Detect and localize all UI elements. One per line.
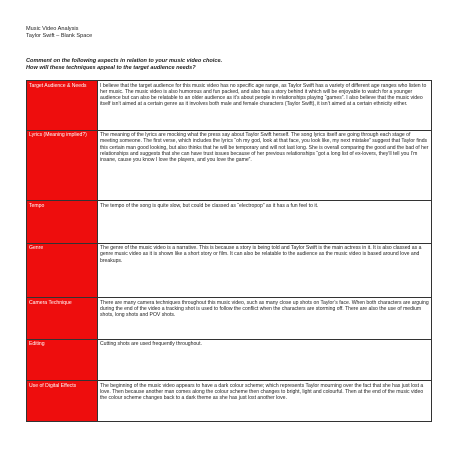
table-row	[27, 339, 432, 381]
row-label-lyrics: Lyrics (Meaning implied?)	[27, 130, 98, 201]
row-text-genre: The genre of the music video is a narrative. This is because a story is being told and Taylor Swift is the main actress in it. It is also classed as a genre music video as it is shown like a short story or film. It can also be relatable to the audience as the music video is based around love and breakups.	[98, 243, 432, 298]
row-text-lyrics: The meaning of the lyrics are mocking what the press say about Taylor Swift herself. The song lyrics itself are going through each stage of meeting someone. The first verse, which includes the lyrics “oh my god, look at that face, you look like, my next mistake” suggest that Taylor finds this certain man good looking, but also thinks that he will be temporary and will not last long. She is overall comparing the good and the bad of her relationships and suggests that she can have trust issues because of her previous relationships “got a long list of ex-lovers, they’ll tell you I’m insane, cause you know I love the players, and you love the game”.	[98, 130, 432, 201]
analysis-table	[26, 80, 432, 422]
row-label-digital-effects: Use of Digital Effects	[27, 381, 98, 422]
table-row	[27, 130, 432, 201]
row-text-tempo: The tempo of the song is quite slow, but could be classed as “electropop” as it has a fun feel to it.	[98, 201, 432, 244]
table-row	[27, 81, 432, 131]
instruction-line-2: How will these techniques appeal to the target audience needs?	[26, 65, 196, 72]
document-subtitle: Taylor Swift – Blank Space	[26, 33, 93, 40]
table-row	[27, 298, 432, 340]
instructions	[26, 58, 431, 72]
table-row	[27, 243, 432, 298]
row-label-tempo: Tempo	[27, 201, 98, 244]
table-row	[27, 381, 432, 422]
row-label-camera-technique: Camera Technique	[27, 298, 98, 340]
instruction-line-1: Comment on the following aspects in relation to your music video choice.	[26, 58, 223, 64]
table-row	[27, 201, 432, 244]
row-text-digital-effects: The beginning of the music video appears to have a dark colour scheme; which represents Taylor mourning over the fact that she has just lost a love. Then because another man comes along the colour scheme then changes to bright, light and colourful. Then at the end of the music video the colour scheme changes back to a dark theme as she has just lost another love.	[98, 381, 432, 422]
row-text-editing: Cutting shots are used frequently throughout.	[98, 339, 432, 381]
row-label-editing: Editing	[27, 339, 98, 381]
row-text-target-audience: I believe that the target audience for this music video has no specific age range, as Taylor Swift has a variety of different age ranges who listen to her music. The music video is also humorous and fun packed, and also has a story behind it which will be enjoyable to watch for a younger audience but can also be relatable to an older audience as it’s about people in relationships playing “games”. I also believe that the music video itself isn’t aimed at a certain genre as it involves both male and female characters (Taylor Swift), it isn’t aimed at a certain ethnicity either.	[98, 81, 432, 131]
row-text-camera-technique: There are many camera techniques throughout this music video, such as many close up shots on Taylor’s face. When both characters are arguing during the end of the video a tracking shot is used to follow the conflict when the characters are storming off. There are also the use of medium shots, long shots and POV shots.	[98, 298, 432, 340]
document-title: Music Video Analysis	[26, 26, 79, 32]
row-label-target-audience: Target Audience & Needs	[27, 81, 98, 131]
document-header	[26, 26, 431, 40]
row-label-genre: Genre	[27, 243, 98, 298]
